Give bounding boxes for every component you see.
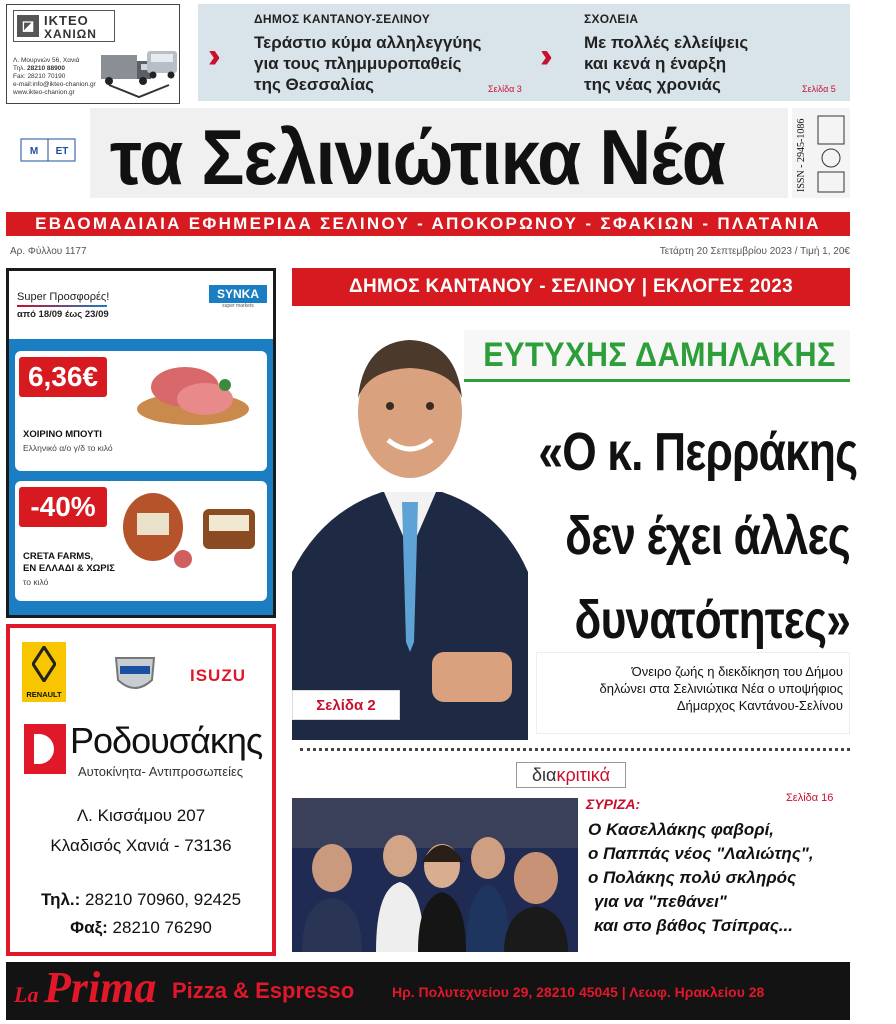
offer-name: ΧΟΙΡΙΝΟ ΜΠΟΥΤΙ (23, 429, 102, 440)
cold-cuts-icon (119, 489, 259, 569)
teaser-flood[interactable] (198, 4, 534, 101)
teaser-page: Σελίδα 5 (802, 84, 836, 94)
offer-discount: -40% (19, 487, 107, 527)
synka-dates: από 18/09 έως 23/09 (17, 309, 109, 320)
double-chevron-icon: ›› (208, 37, 211, 75)
publisher-seal-icon (816, 114, 846, 194)
page-ref-2[interactable]: Σελίδα 2 (292, 690, 400, 720)
synka-logo: SYNKA (209, 285, 267, 303)
date-price: Τετάρτη 20 Σεπτεμβρίου 2023 / Τιμή 1, 20€ (659, 246, 850, 257)
top-teasers (198, 4, 850, 101)
synka-ad[interactable] (6, 268, 276, 618)
met-left: Μ (29, 146, 39, 157)
teaser-schools[interactable] (534, 4, 850, 101)
la-prima-logo: La Prima (14, 963, 157, 1012)
ikteo-tel-label: Τηλ. (13, 65, 26, 72)
offer-name: CRETA FARMS, ΕΝ ΕΛΛΑΔΙ & ΧΩΡΙΣ (23, 551, 115, 574)
offer-pork[interactable] (15, 351, 267, 471)
synka-logo-sub: super markets (222, 303, 254, 309)
teaser-category: ΔΗΜΟΣ ΚΑΝΤΑΝΟΥ-ΣΕΛΙΝΟΥ (254, 12, 431, 26)
met-logo (20, 138, 76, 162)
ikteo-logo (13, 10, 115, 42)
ikteo-email: e-mail:info@ikteo-chanion.gr (13, 81, 96, 88)
election-bar: ΔΗΜΟΣ ΚΑΝΤΑΝΟΥ - ΣΕΛΙΝΟΥ | ΕΚΛΟΓΕΣ 2023 (292, 268, 850, 306)
offer-desc: το κιλό (23, 577, 49, 587)
ikteo-contact (13, 57, 103, 97)
rodousakis-fax: Φαξ: 28210 76290 (70, 918, 212, 937)
syriza-photo[interactable] (292, 798, 578, 952)
renault-diamond-icon (32, 646, 56, 682)
rodousakis-address2: Κλαδισός Χανιά - 73136 (50, 836, 232, 855)
rodousakis-ad[interactable] (6, 624, 276, 956)
rodousakis-logo-icon (24, 724, 66, 774)
candidate-name: ΕΥΤΥΧΗΣ ΔΑΜΗΛΑΚΗΣ (483, 336, 836, 374)
dacia-logo-icon (112, 652, 158, 698)
syriza-headline: Ο Κασελλάκης φαβορί, ο Παππάς νέος "Λαλιώτης", ο Πολάκης πολύ σκληρός για να "πεθάνει" και στο βάθος Τσίπρας... (588, 820, 814, 935)
teaser-headline: Τεράστιο κύμα αλληλεγγύης για τους πλημμυροπαθείς της Θεσσαλίας (254, 33, 482, 94)
offer-desc: Ελληνικό α/ο γ/δ το κιλό (23, 443, 113, 453)
issn-number: ISSN - 2945-1086 (796, 118, 807, 192)
offer-creta[interactable] (15, 481, 267, 601)
ikteo-logo-icon: ◪ (17, 15, 39, 37)
met-right: ΕΤ (55, 146, 69, 157)
page-ref-16[interactable]: Σελίδα 16 (786, 792, 834, 804)
diakritika-logo: διακριτικά (516, 762, 626, 788)
ikteo-logo-line1: ΙΚΤΕΟ (44, 13, 89, 28)
ikteo-ad[interactable] (6, 4, 180, 104)
teaser-headline: Με πολλές ελλείψεις και κενά η έναρξη της νέας χρονιάς (584, 33, 749, 94)
headline-quote: «Ο κ. Περράκης δεν έχει άλλες δυνατότητες» (538, 422, 858, 650)
offer-price: 6,36€ (19, 357, 107, 397)
teaser-category: ΣΧΟΛΕΙΑ (584, 12, 639, 26)
newspaper-title: τα Σελινιώτικα Νέα (110, 113, 725, 201)
rodousakis-address1: Λ. Κισσάμου 207 (76, 806, 206, 825)
ikteo-fax: Fax: 28210 70190 (13, 73, 66, 80)
dotted-divider (300, 748, 850, 752)
rodousakis-name: Ροδουσάκης (70, 720, 263, 761)
vehicles-icon (99, 45, 179, 99)
double-chevron-icon: ›› (540, 37, 543, 75)
renault-logo: RENAULT (22, 642, 66, 702)
candidate-name-box (464, 330, 850, 382)
isuzu-logo: ISUZU (190, 666, 246, 685)
pork-meat-icon (133, 355, 253, 429)
teaser-page: Σελίδα 3 (488, 84, 522, 94)
rodousakis-tel: Τηλ.: 28210 70960, 92425 (40, 890, 242, 909)
synka-super: Super Προσφορές! (17, 291, 110, 303)
issn-box (792, 108, 850, 198)
la-prima-address: Ηρ. Πολυτεχνείου 29, 28210 45045 | Λεωφ. Ηρακλείου 28 (392, 984, 765, 1000)
syriza-label: ΣΥΡΙΖΑ: (586, 796, 641, 812)
headline-subtext: Όνειρο ζωής η διεκδίκηση του Δήμου δηλώνει στα Σελινιώτικα Νέα ο υποψήφιος Δήμαρχος Καντάνου-Σελίνου (536, 652, 850, 734)
masthead (90, 108, 788, 201)
ikteo-web: www.ikteo-chanion.gr (13, 89, 75, 96)
ikteo-tel: 28210 88900 (26, 65, 65, 72)
la-prima-ad[interactable] (6, 962, 850, 1020)
ikteo-logo-line2: ΧΑΝΙΩΝ (44, 27, 97, 41)
ikteo-address: Λ. Μουρνιών 56, Χανιά (13, 57, 80, 64)
subtitle-banner: ΕΒΔΟΜΑΔΙΑΙΑ ΕΦΗΜΕΡΙΔΑ ΣΕΛΙΝΟΥ - ΑΠΟΚΟΡΩΝΟΥ - ΣΦΑΚΙΩΝ - ΠΛΑΤΑΝΙΑ (6, 212, 850, 236)
rodousakis-sub: Αυτοκίνητα- Αντιπροσωπείες (78, 764, 244, 779)
issue-number: Αρ. Φύλλου 1177 (10, 246, 87, 257)
la-prima-tagline: Pizza & Espresso (172, 978, 355, 1003)
